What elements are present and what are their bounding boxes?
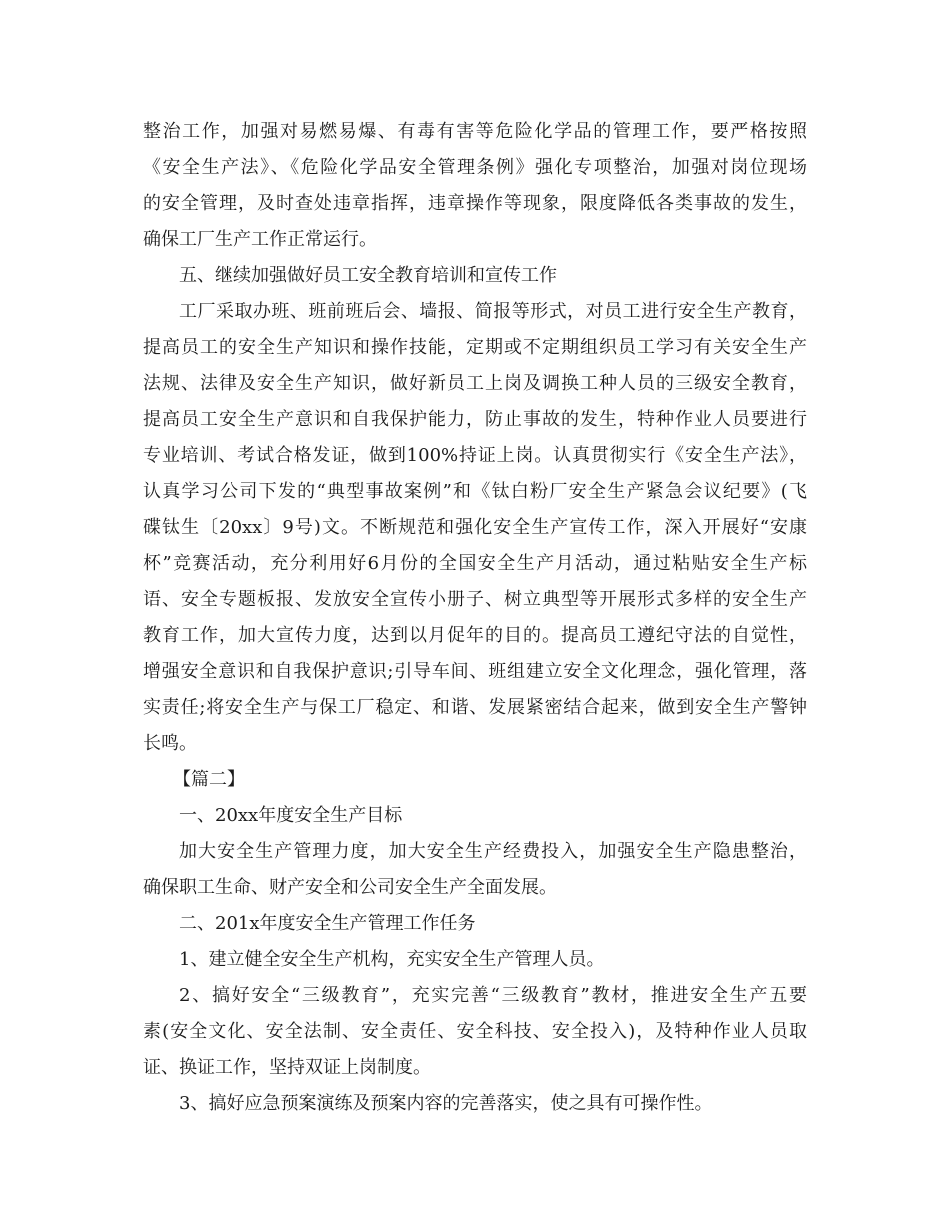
text-line: 杯”竞赛活动，充分利用好6月份的全国安全生产月活动，通过粘贴安全生产标 (143, 553, 807, 574)
paragraph (143, 294, 807, 762)
text-line: 实责任;将安全生产与保工厂稳定、和谐、发展紧密结合起来，做到安全生产警钟 (143, 697, 807, 718)
text-line: 《安全生产法》、《危险化学品安全管理条例》强化专项整治，加强对岗位现场 (143, 157, 807, 178)
text-line: 工厂采取办班、班前班后会、墙报、简报等形式，对员工进行安全生产教育， (179, 301, 807, 322)
text-line: 提高员工的安全生产知识和操作技能，定期或不定期组织员工学习有关安全生产 (143, 337, 807, 358)
text-line: 教育工作，加大宣传力度，达到以月促年的目的。提高员工遵纪守法的自觉性， (143, 625, 807, 646)
text-line: 五、继续加强做好员工安全教育培训和宣传工作 (179, 265, 557, 286)
text-line: 素(安全文化、安全法制、安全责任、安全科技、安全投入)，及特种作业人员取 (143, 1021, 807, 1042)
text-line: 证、换证工作，坚持双证上岗制度。 (143, 1057, 431, 1078)
text-line: 3、搞好应急预案演练及预案内容的完善落实，使之具有可操作性。 (179, 1093, 713, 1114)
text-line: 增强安全意识和自我保护意识;引导车间、班组建立安全文化理念，强化管理，落 (143, 661, 807, 682)
list-item (143, 978, 807, 1086)
section-heading (143, 906, 807, 942)
text-line: 整治工作，加强对易燃易爆、有毒有害等危险化学品的管理工作，要严格按照 (143, 121, 807, 142)
section-heading (143, 798, 807, 834)
text-line: 语、安全专题板报、发放安全宣传小册子、树立典型等开展形式多样的安全生产 (143, 589, 807, 610)
text-line: 认真学习公司下发的“典型事故案例”和《钛白粉厂安全生产紧急会议纪要》(飞 (143, 481, 807, 502)
text-line: 加大安全生产管理力度，加大安全生产经费投入，加强安全生产隐患整治， (179, 841, 807, 862)
text-line: 确保职工生命、财产安全和公司安全生产全面发展。 (143, 877, 557, 898)
list-item (143, 1086, 807, 1122)
text-line: 二、201x年度安全生产管理工作任务 (179, 913, 476, 934)
text-line: 长鸣。 (143, 733, 197, 754)
text-line: 【篇二】 (173, 769, 245, 790)
text-line: 确保工厂生产工作正常运行。 (143, 229, 377, 250)
section-title (143, 762, 807, 798)
text-line: 碟钛生〔20xx〕9号)文。不断规范和强化安全生产宣传工作，深入开展好“安康 (143, 517, 807, 538)
paragraph (143, 834, 807, 906)
section-heading (143, 258, 807, 294)
list-item (143, 942, 807, 978)
text-line: 1、建立健全安全生产机构，充实安全生产管理人员。 (179, 949, 605, 970)
text-line: 一、20xx年度安全生产目标 (179, 805, 403, 826)
text-line: 提高员工安全生产意识和自我保护能力，防止事故的发生，特种作业人员要进行 (143, 409, 807, 430)
text-line: 专业培训、考试合格发证，做到100%持证上岗。认真贯彻实行《安全生产法》， (143, 445, 807, 466)
document-page (143, 114, 807, 1122)
paragraph (143, 114, 807, 258)
text-line: 2、搞好安全“三级教育”，充实完善“三级教育”教材，推进安全生产五要 (179, 985, 807, 1006)
text-line: 的安全管理，及时查处违章指挥，违章操作等现象，限度降低各类事故的发生， (143, 193, 807, 214)
text-line: 法规、法律及安全生产知识，做好新员工上岗及调换工种人员的三级安全教育， (143, 373, 807, 394)
